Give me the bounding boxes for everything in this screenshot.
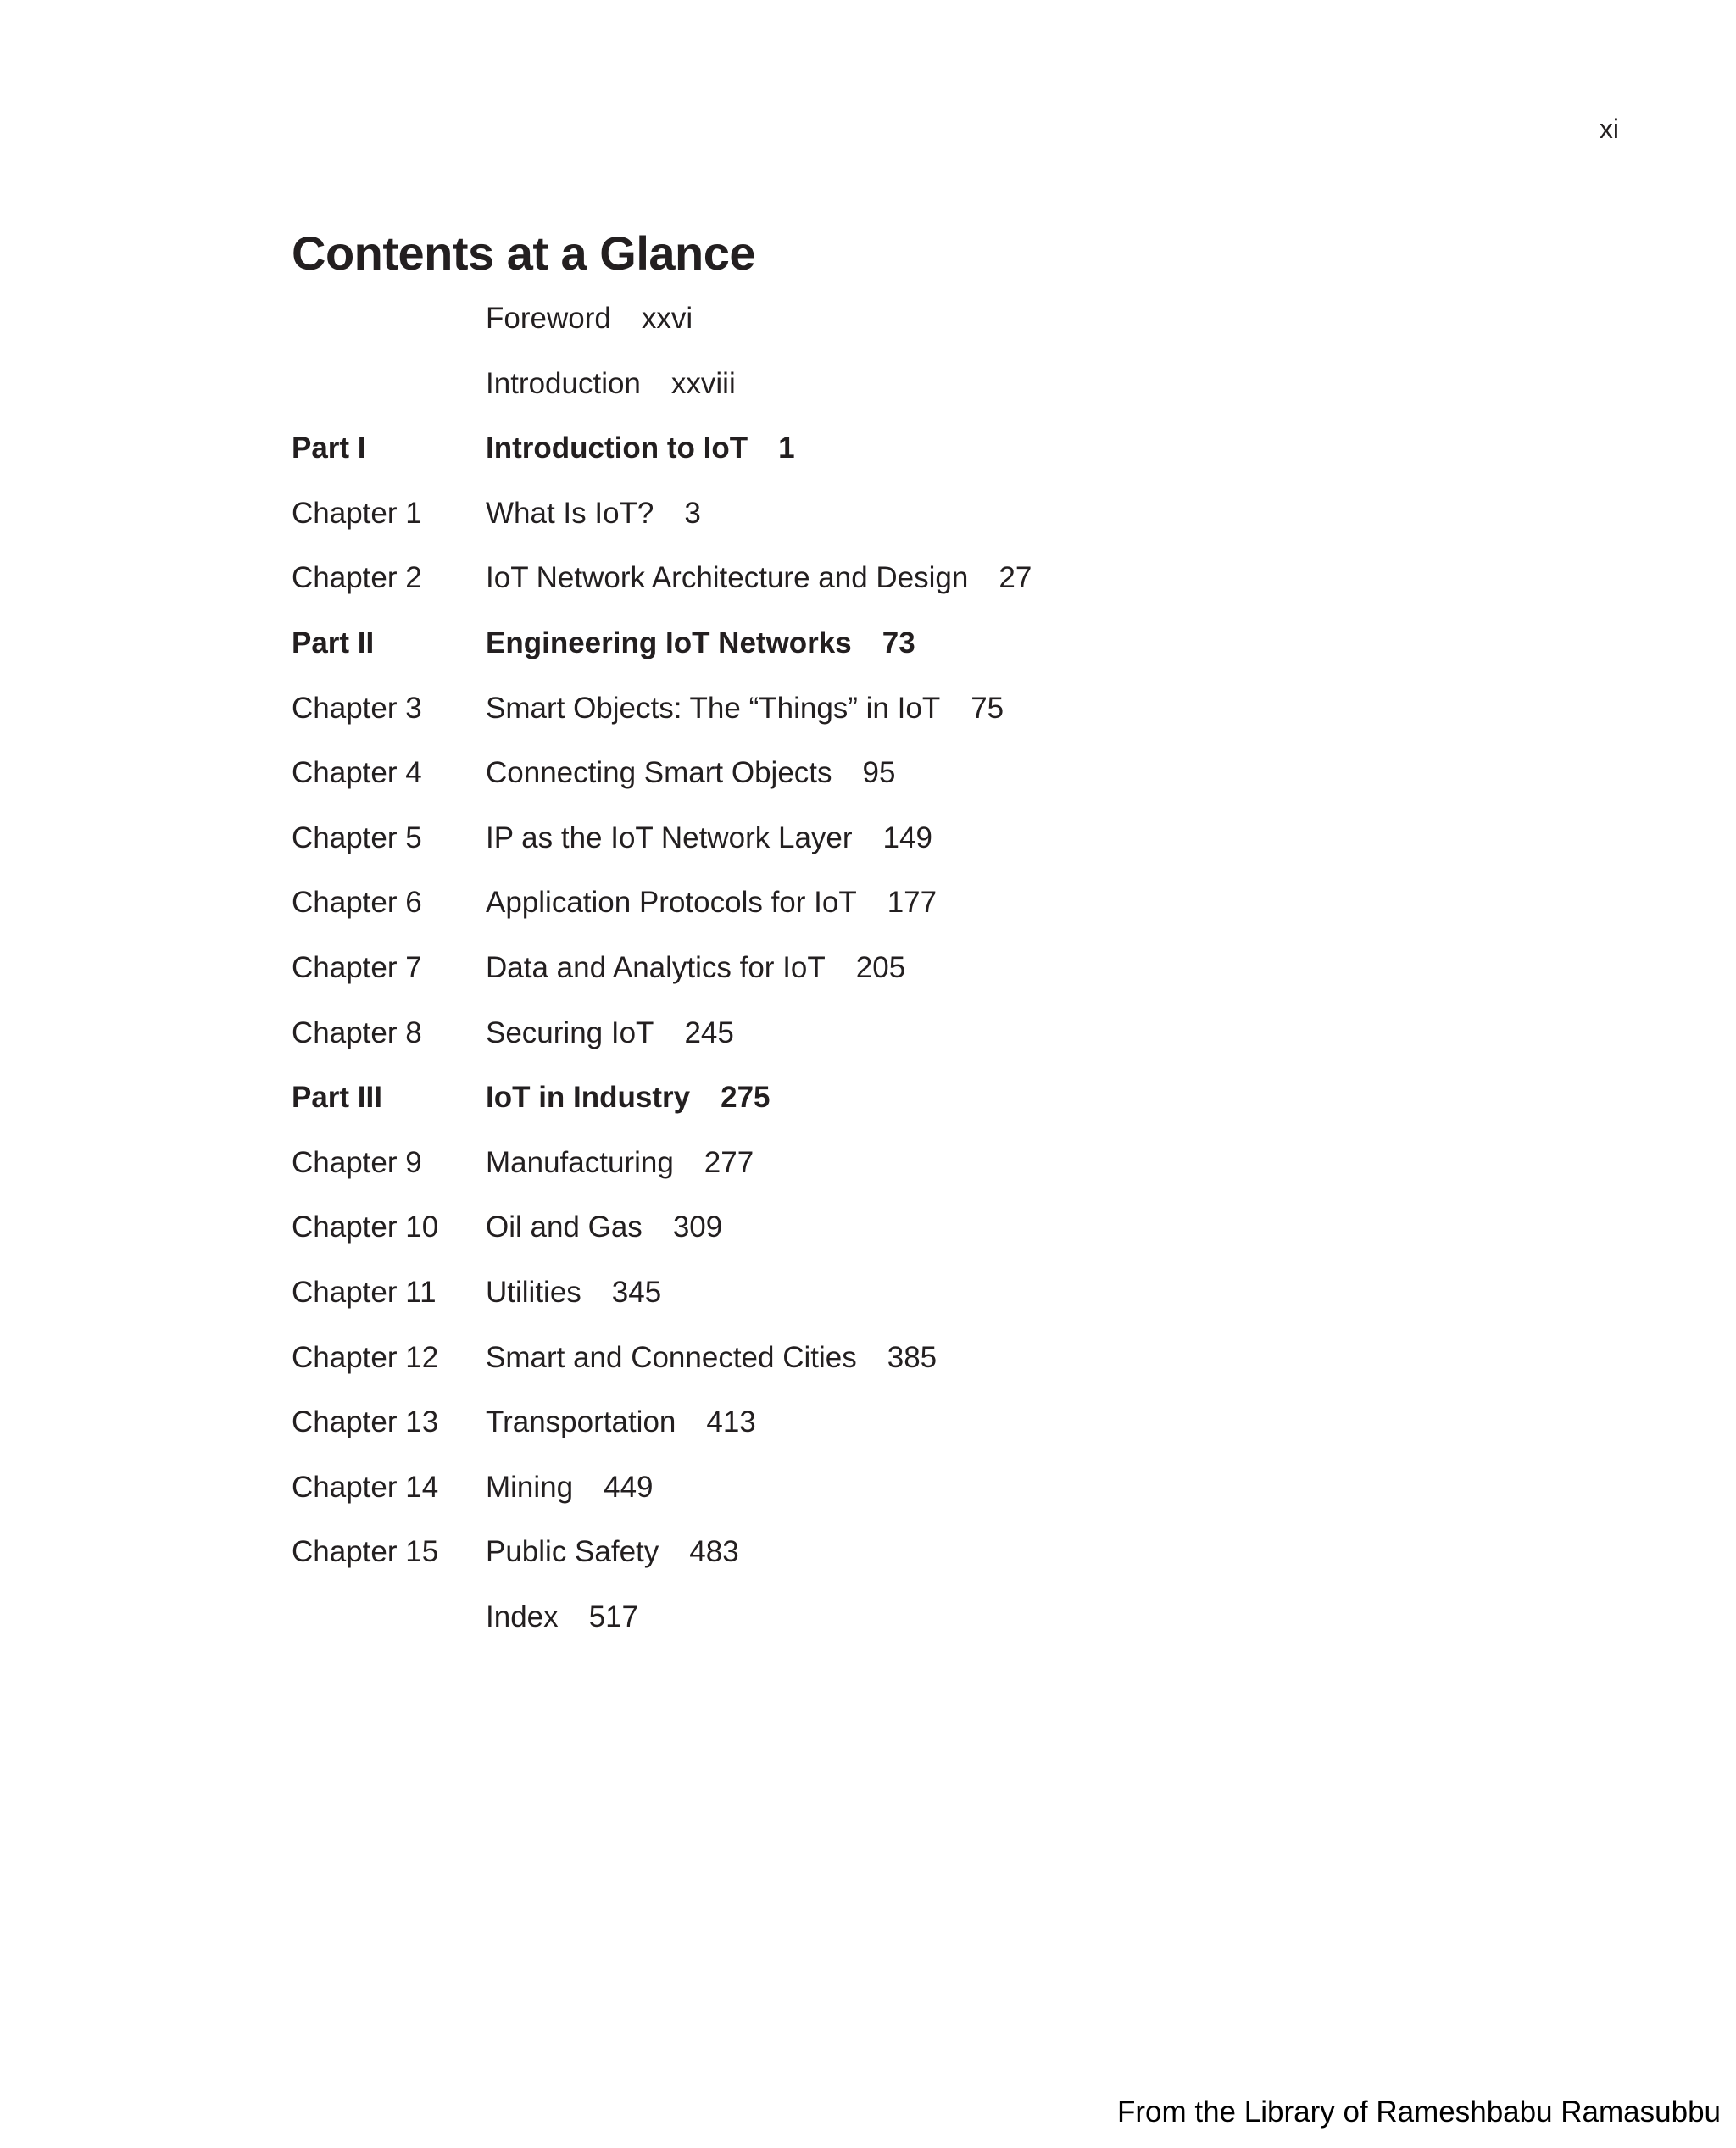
toc-entry-row[interactable]: [292, 879, 1563, 944]
toc-entry-row[interactable]: [292, 1594, 1563, 1659]
toc-entry: [486, 1334, 937, 1382]
toc-page-number: xxvi: [641, 302, 693, 335]
toc-entry-title: IoT Network Architecture and Design: [486, 561, 969, 595]
toc-entry-row[interactable]: [292, 815, 1563, 880]
toc-entry-title: Transportation: [486, 1405, 676, 1439]
toc-entry-title: Securing IoT: [486, 1016, 654, 1049]
toc-entry-title: Data and Analytics for IoT: [486, 950, 826, 984]
toc-entry-title: Smart and Connected Cities: [486, 1340, 857, 1374]
toc-entry-row[interactable]: [292, 1528, 1563, 1594]
toc-entry-title: Public Safety: [486, 1535, 659, 1569]
toc-label: Chapter 5: [292, 821, 422, 854]
toc-entry-row[interactable]: [292, 1204, 1563, 1269]
toc-entry: [486, 1074, 771, 1121]
toc-page-number: 3: [684, 496, 701, 530]
toc-entry: [486, 879, 937, 927]
toc-part-row[interactable]: [292, 1074, 1563, 1139]
toc-entry: [486, 1528, 739, 1576]
toc-entry-title: IP as the IoT Network Layer: [486, 821, 853, 854]
toc-entry: [486, 490, 701, 537]
toc-entry-row[interactable]: [292, 490, 1563, 555]
toc-label: Chapter 3: [292, 691, 422, 725]
toc-label: Chapter 10: [292, 1210, 439, 1244]
toc-entry-row[interactable]: [292, 1464, 1563, 1529]
toc-entry: [486, 815, 932, 862]
toc-entry-title: Smart Objects: The “Things” in IoT: [486, 691, 941, 725]
toc-label: Chapter 4: [292, 756, 422, 790]
toc-entry-title: Introduction: [486, 366, 641, 400]
toc-label: Chapter 12: [292, 1340, 439, 1374]
toc-entry-row[interactable]: [292, 685, 1563, 750]
toc-page-number: 27: [999, 561, 1032, 595]
toc-label: Part I: [292, 431, 366, 465]
toc-page-number: 205: [855, 950, 906, 984]
toc-entry-title: Utilities: [486, 1275, 581, 1309]
toc-label: Chapter 8: [292, 1016, 422, 1049]
toc-label: Chapter 1: [292, 496, 422, 530]
toc-entry-row[interactable]: [292, 554, 1563, 620]
toc-page-number: 275: [721, 1081, 771, 1115]
toc-entry: [486, 944, 905, 992]
toc-label: Chapter 6: [292, 886, 422, 920]
toc-page-number: 517: [588, 1600, 639, 1633]
toc-label: Chapter 14: [292, 1470, 439, 1504]
toc-entry: [486, 1269, 661, 1316]
toc-entry-row[interactable]: [292, 295, 1563, 360]
toc-entry-title: Mining: [486, 1470, 574, 1504]
toc-entry: [486, 1010, 734, 1057]
toc-label: Chapter 15: [292, 1535, 439, 1569]
toc-entry: [486, 1399, 756, 1446]
toc-entry-row[interactable]: [292, 1334, 1563, 1400]
toc-page-number: 309: [672, 1210, 723, 1244]
toc-entry: [486, 1204, 722, 1251]
toc-page-number: 385: [887, 1340, 938, 1374]
toc-entry: [486, 554, 1032, 602]
page-title: Contents at a Glance: [292, 226, 756, 280]
toc-entry-row[interactable]: [292, 944, 1563, 1010]
toc-label: Part III: [292, 1081, 382, 1115]
toc-entry: [486, 360, 736, 408]
toc-entry-title: Oil and Gas: [486, 1210, 643, 1244]
toc-page-number: 75: [971, 691, 1004, 725]
toc-entry: [486, 685, 1004, 732]
toc-entry-row[interactable]: [292, 1010, 1563, 1075]
toc-page-number: 177: [887, 886, 938, 920]
page-number: xi: [1599, 114, 1619, 144]
toc-entry-row[interactable]: [292, 360, 1563, 426]
toc-page-number: 149: [882, 821, 932, 854]
toc-page-number: 245: [684, 1016, 734, 1049]
toc-entry-row[interactable]: [292, 749, 1563, 815]
toc-entry: [486, 1139, 754, 1187]
toc-page-number: 483: [689, 1535, 739, 1569]
toc-label: Chapter 11: [292, 1275, 437, 1309]
toc-entry-title: Foreword: [486, 302, 611, 335]
toc-entry-title: Manufacturing: [486, 1145, 674, 1179]
toc-page-number: 1: [778, 431, 795, 465]
toc-label: Chapter 2: [292, 561, 422, 595]
toc-entry-title: Engineering IoT Networks: [486, 626, 852, 659]
toc-entry-title: What Is IoT?: [486, 496, 654, 530]
toc-entry: [486, 1594, 638, 1641]
toc-label: Chapter 9: [292, 1145, 422, 1179]
library-footer: From the Library of Rameshbabu Ramasubbu: [1116, 2095, 1721, 2129]
toc-page-number: 95: [862, 756, 896, 790]
toc-page-number: 413: [706, 1405, 756, 1439]
toc-entry-row[interactable]: [292, 1269, 1563, 1334]
toc-entry: [486, 295, 693, 342]
toc-entry-row[interactable]: [292, 1139, 1563, 1205]
toc-entry-title: IoT in Industry: [486, 1081, 691, 1115]
toc-entry-row[interactable]: [292, 1399, 1563, 1464]
toc-entry: [486, 749, 895, 797]
toc-entry: [486, 1464, 654, 1511]
table-of-contents: [292, 295, 1563, 1658]
toc-page-number: 449: [604, 1470, 654, 1504]
toc-entry-title: Index: [486, 1600, 559, 1633]
toc-entry-title: Application Protocols for IoT: [486, 886, 857, 920]
toc-page-number: 345: [611, 1275, 662, 1309]
toc-entry-title: Connecting Smart Objects: [486, 756, 832, 790]
toc-page-number: xxviii: [670, 366, 736, 400]
toc-entry: [486, 425, 795, 472]
toc-entry-title: Introduction to IoT: [486, 431, 748, 465]
toc-page-number: 277: [704, 1145, 754, 1179]
toc-page-number: 73: [882, 626, 915, 659]
toc-label: Chapter 13: [292, 1405, 439, 1439]
toc-part-row[interactable]: [292, 425, 1563, 490]
toc-part-row[interactable]: [292, 620, 1563, 685]
toc-label: Part II: [292, 626, 375, 659]
toc-entry: [486, 620, 915, 667]
toc-label: Chapter 7: [292, 950, 422, 984]
